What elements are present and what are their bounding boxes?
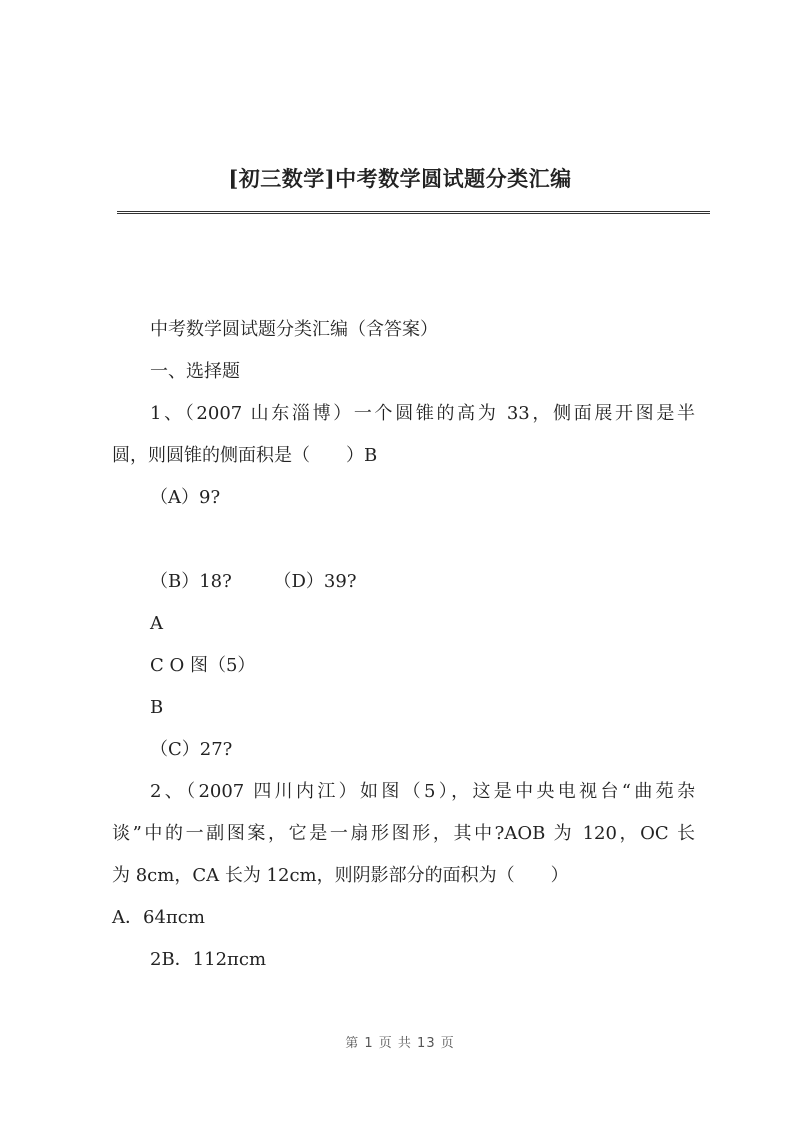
section-heading: 一、选择题 bbox=[150, 361, 240, 382]
figure-label-a: A bbox=[150, 613, 163, 634]
question-1-line-1: 1、（2007 山东淄博）一个圆锥的高为 33，侧面展开图是半 bbox=[150, 403, 695, 424]
document-heading: 中考数学圆试题分类汇编（含答案） bbox=[150, 319, 438, 340]
question-1-options-b-d: （B）18? （D）39? bbox=[150, 571, 357, 592]
question-2-option-a: A．64πcm bbox=[112, 907, 205, 928]
question-2-option-b: 2B．112πcm bbox=[150, 949, 267, 970]
figure-label-b: B bbox=[150, 697, 164, 718]
figure-label-c-o: C O 图（5） bbox=[150, 655, 256, 676]
page-title: [初三数学]中考数学圆试题分类汇编 bbox=[228, 166, 572, 191]
title-divider bbox=[117, 211, 710, 214]
question-2-line-1: 2、（2007 四川内江）如图（5），这是中央电视台“曲苑杂 bbox=[150, 781, 695, 802]
question-2-line-3: 为 8cm，CA 长为 12cm，则阴影部分的面积为（ ） bbox=[112, 865, 569, 886]
question-1-option-a: （A）9? bbox=[150, 487, 221, 508]
question-1-option-c: （C）27? bbox=[150, 739, 233, 760]
question-1-line-2: 圆，则圆锥的侧面积是（ ）B bbox=[112, 445, 378, 466]
question-2-line-2: 谈”中的一副图案，它是一扇形图形，其中?AOB 为 120，OC 长 bbox=[112, 823, 695, 844]
page-number-footer: 第 1 页 共 13 页 bbox=[345, 1036, 455, 1051]
